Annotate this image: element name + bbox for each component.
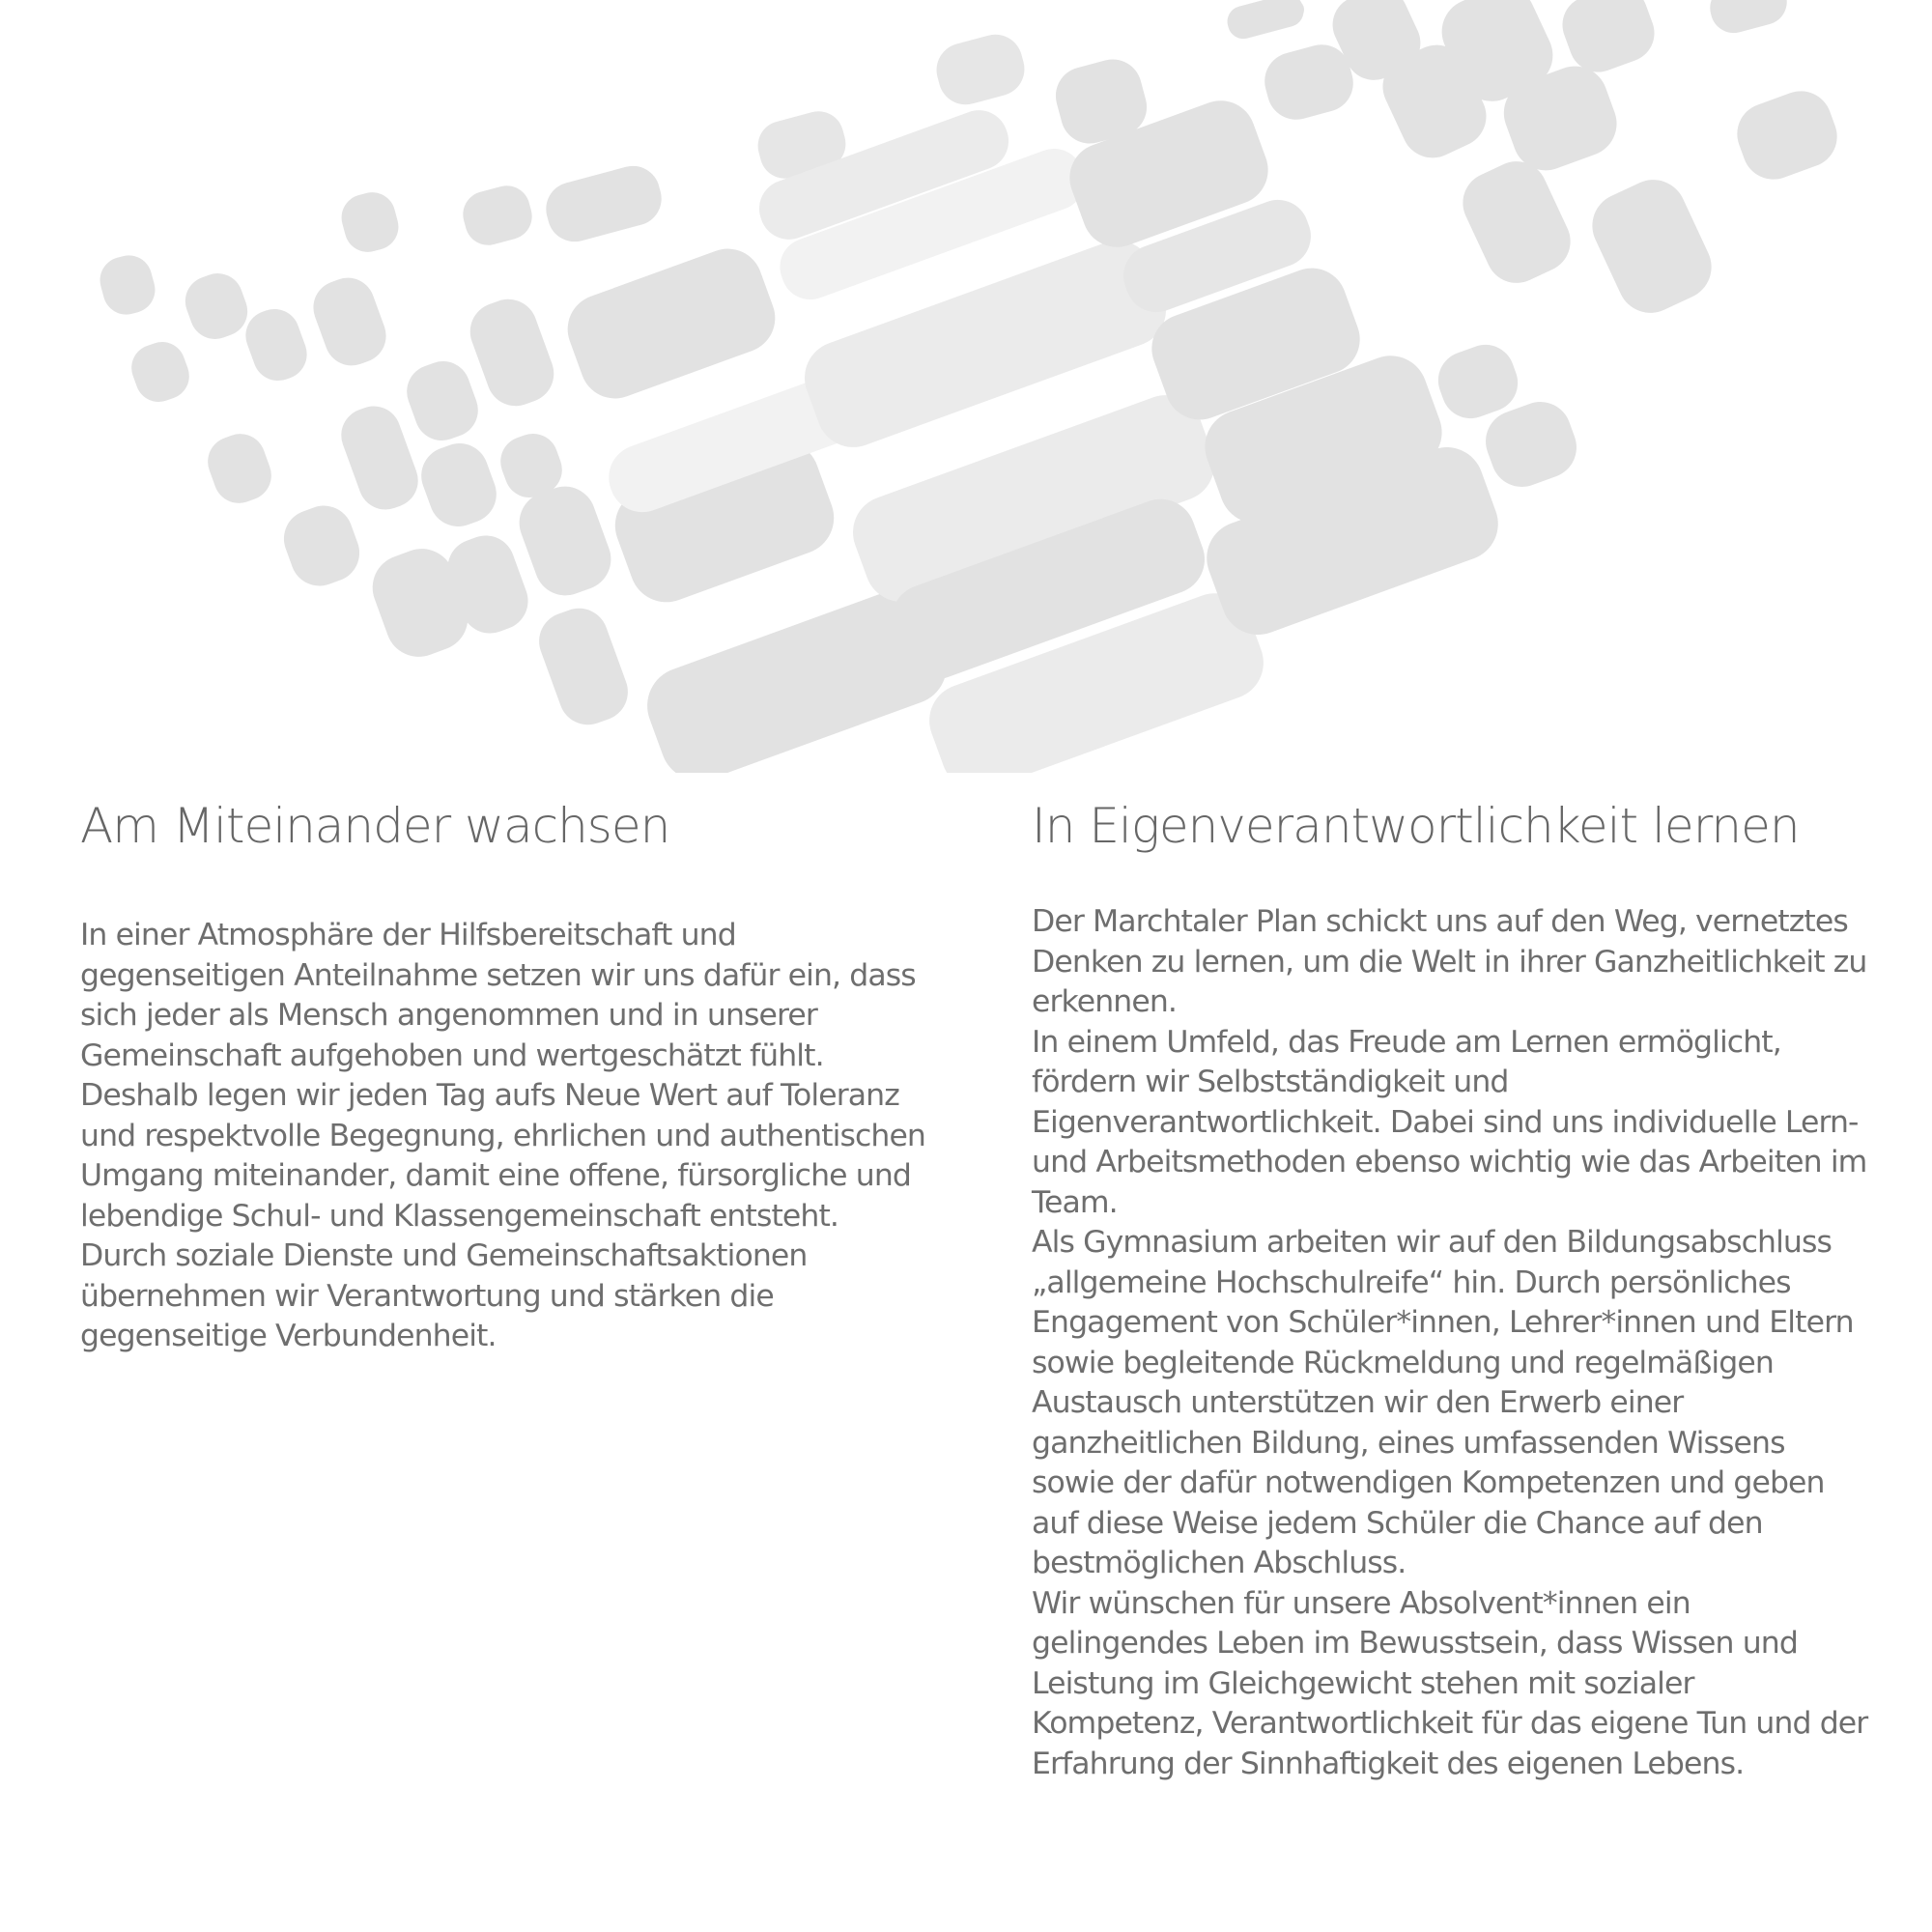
section-heading-right: In Eigenverantwortlichkeit lernen: [1032, 798, 1800, 854]
text-line: Eigenverantwortlichkeit. Dabei sind uns individuelle Lern-: [1032, 1104, 1859, 1140]
text-line: Erfahrung der Sinnhaftigkeit des eigenen Lebens.: [1032, 1746, 1745, 1781]
text-line: Umgang miteinander, damit eine offene, fürsorgliche und: [80, 1158, 911, 1193]
pebble: [540, 160, 668, 248]
text-line: Team.: [1032, 1184, 1118, 1220]
column-left: [80, 792, 950, 1357]
pebble: [1705, 0, 1792, 39]
text-line: In einem Umfeld, das Freude am Lernen ermöglicht,: [1032, 1024, 1781, 1060]
pebble: [1453, 152, 1580, 294]
pebble: [179, 267, 255, 347]
text-line: gegenseitigen Anteilnahme setzen wir uns dafür ein, dass: [80, 957, 916, 993]
pebble: [201, 427, 278, 510]
pebble: [413, 436, 505, 535]
pebble: [239, 302, 314, 388]
text-line: In einer Atmosphäre der Hilfsbereitschaft und: [80, 918, 736, 952]
pebble: [462, 291, 561, 413]
text-line: erkennen.: [1032, 984, 1178, 1019]
text-line: Als Gymnasium arbeiten wir auf den Bildungsabschluss: [1032, 1225, 1833, 1260]
pebble: [125, 335, 195, 409]
text-line: Deshalb legen wir jeden Tag aufs Neue Wert auf Toleranz: [80, 1078, 899, 1113]
pebble: [1581, 169, 1722, 324]
pebble: [306, 270, 394, 373]
paragraph-right: [1032, 902, 1882, 1784]
text-line: sich jeder als Mensch angenommen und in unserer: [80, 998, 817, 1033]
text-line: auf diese Weise jedem Schüler die Chance auf den: [1032, 1505, 1763, 1541]
column-right: [1032, 792, 1882, 1784]
pebble: [333, 399, 425, 518]
text-line: ganzheitlichen Bildung, eines umfassenden Wissens: [1032, 1425, 1785, 1461]
pebble-group-middle: [558, 28, 1509, 773]
pebble: [930, 28, 1030, 110]
decorative-pebble-pattern: [0, 0, 1932, 773]
pebble: [531, 600, 637, 732]
text-line: lebendige Schul- und Klassengemeinschaft entsteht.: [80, 1198, 839, 1234]
text-line: und respektvolle Begegnung, ehrlichen und authentischen: [80, 1118, 925, 1153]
text-line: Leistung im Gleichgewicht stehen mit sozialer: [1032, 1665, 1694, 1701]
text-line: Wir wünschen für unsere Absolvent*innen ein: [1032, 1585, 1690, 1621]
text-line: bestmöglichen Abschluss.: [1032, 1546, 1406, 1580]
text-line: Austausch unterstützen wir den Erwerb einer: [1032, 1385, 1684, 1420]
pebble-group-left: [95, 160, 668, 733]
pebble: [95, 250, 160, 320]
text-line: sowie der dafür notwendigen Kompetenzen und geben: [1032, 1465, 1825, 1500]
text-line: „allgemeine Hochschulreife“ hin. Durch persönliches: [1032, 1264, 1791, 1300]
pebble: [336, 187, 404, 257]
text-line: fördern wir Selbstständigkeit und: [1032, 1065, 1509, 1099]
text-line: Gemeinschaft aufgehoben und wertgeschätzt fühlt.: [80, 1037, 824, 1073]
pebble: [1728, 82, 1845, 187]
text-line: Kompetenz, Verantwortlichkeit für das eigene Tun und der: [1032, 1706, 1868, 1741]
text-line: sowie begleitende Rückmeldung und regelmäßigen: [1032, 1345, 1774, 1380]
pebble: [558, 239, 785, 408]
text-line: Durch soziale Dienste und Gemeinschaftsaktionen: [80, 1238, 808, 1273]
pebble: [399, 354, 485, 448]
pebble: [1265, 0, 1304, 19]
paragraph-left: [80, 916, 950, 1357]
text-line: und Arbeitsmethoden ebenso wichtig wie das Arbeiten im: [1032, 1145, 1867, 1179]
pebble: [275, 497, 367, 594]
section-heading-left: Am Miteinander wachsen: [80, 798, 670, 854]
text-line: übernehmen wir Verantwortung und stärken die: [80, 1278, 774, 1314]
text-line: Der Marchtaler Plan schickt uns auf den Weg, vernetztes: [1032, 904, 1848, 939]
text-line: Engagement von Schüler*innen, Lehrer*innen und Eltern: [1032, 1305, 1854, 1340]
text-line: Denken zu lernen, um die Welt in ihrer Ganzheitlichkeit zu: [1032, 944, 1867, 980]
text-line: gelingendes Leben im Bewusstsein, dass Wissen und: [1032, 1626, 1798, 1661]
text-line: gegenseitige Verbundenheit.: [80, 1319, 497, 1353]
pebble: [458, 181, 537, 250]
